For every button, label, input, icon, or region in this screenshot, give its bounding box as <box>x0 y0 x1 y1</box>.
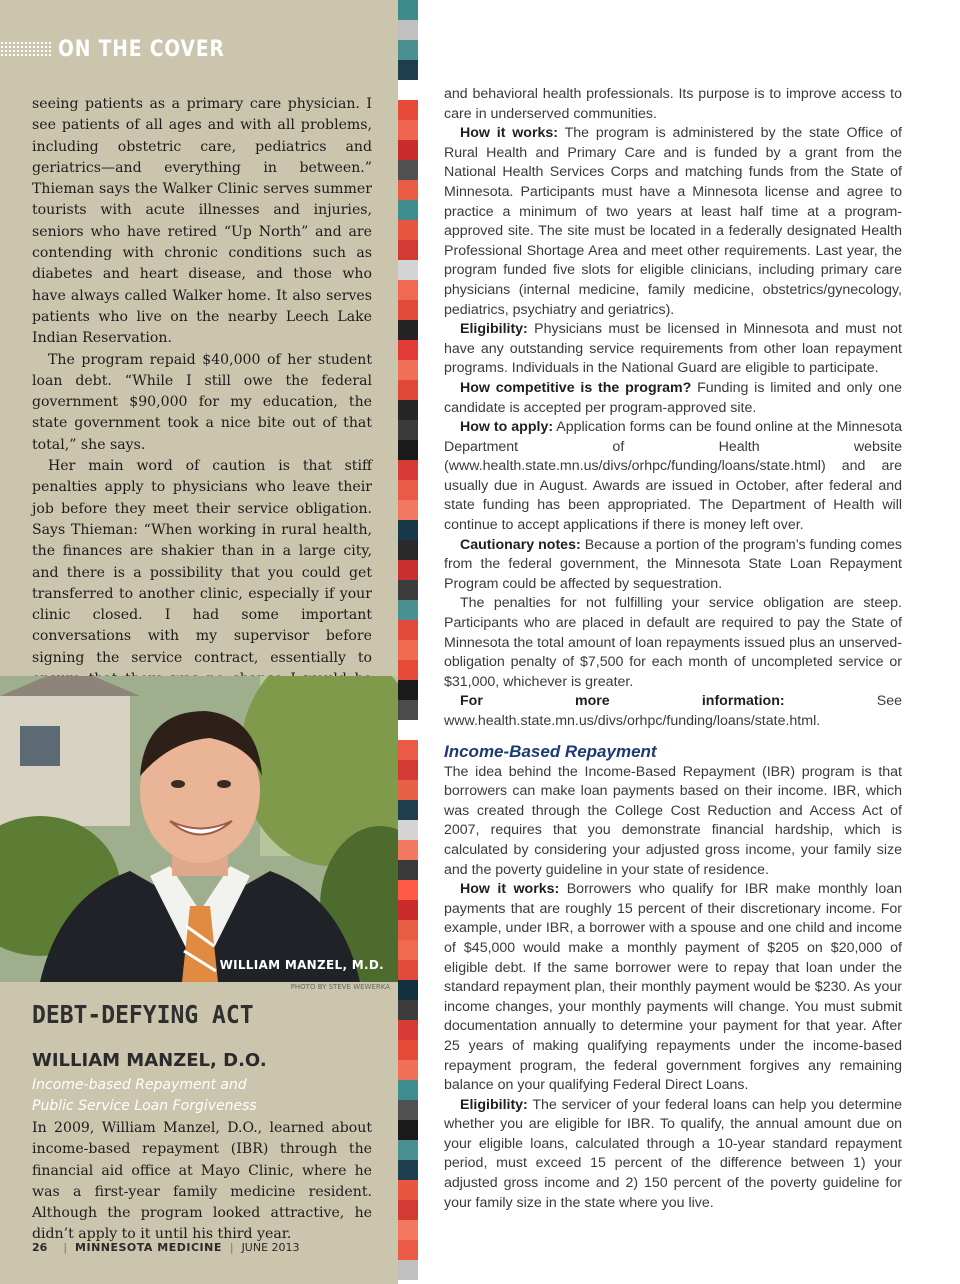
page-number: 26 <box>32 1241 48 1254</box>
paragraph: The penalties for not fulfilling your service obligation are steep. Participants who are placed in default are required to pay the State of Minnesota the total amount of loan repayments issued plus an unserved-obligation penalty of $7,500 for each month of uncompleted service or $31,000, whichever is greater. <box>444 595 902 690</box>
paragraph <box>444 880 902 1096</box>
run-in-label: How it works: <box>460 125 558 142</box>
dot-pattern <box>0 41 52 57</box>
strip-block <box>398 940 418 960</box>
footer-separator: | <box>229 1241 234 1254</box>
strip-block <box>398 820 418 840</box>
run-in-label: How it works: <box>460 881 560 898</box>
photo-credit: PHOTO BY STEVE WEWERKA <box>290 983 390 991</box>
page-footer <box>32 1241 300 1254</box>
strip-block <box>398 360 418 380</box>
strip-block <box>398 420 418 440</box>
profile-text: In 2009, William Manzel, D.O., learned about income-based repayment (IBR) through the financial aid office at Mayo Clinic, where he was a first-year family medicine resident. Although the program looked attractive, he didn’t apply to it until his third year. <box>32 1120 372 1243</box>
issue-date: JUNE 2013 <box>241 1241 300 1254</box>
strip-block <box>398 1200 418 1220</box>
paragraph: The idea behind the Income-Based Repayment (IBR) program is that borrowers can make loan payments based on their income. IBR, which was created through the College Cost Reduction and Access Act of 2007, requires that you demonstrate financial hardship, which is calculated by considering your adjusted gross income, your family size and the poverty guideline in your state of residence. <box>444 763 902 878</box>
paragraph <box>444 1096 902 1214</box>
strip-block <box>398 860 418 880</box>
run-in-label: Eligibility: <box>460 1096 528 1113</box>
strip-block <box>398 280 418 300</box>
strip-block <box>398 600 418 620</box>
run-in-label: How competitive is the program? <box>460 379 692 396</box>
paragraph <box>444 379 902 418</box>
strip-block <box>398 640 418 660</box>
paragraph-text: Funding is limited and only one candidate is accepted per program-approved site. <box>444 379 902 416</box>
profile-heading: DEBT-DEFYING ACT <box>32 1000 254 1029</box>
strip-block <box>398 740 418 760</box>
paragraph <box>444 418 902 536</box>
strip-block <box>398 660 418 680</box>
strip-block <box>398 1180 418 1200</box>
strip-block <box>398 700 418 720</box>
strip-block <box>398 900 418 920</box>
strip-block <box>398 580 418 600</box>
strip-block <box>398 980 418 1000</box>
strip-block <box>398 780 418 800</box>
paragraph <box>444 320 902 379</box>
strip-block <box>398 80 418 100</box>
strip-block <box>398 1240 418 1260</box>
strip-block <box>398 560 418 580</box>
strip-block <box>398 300 418 320</box>
paragraph-text: The program is administered by the state Office of Rural Health and Primary Care and is funded by a grant from the National Health Services Corps and matching funds from the State of Minnesota. Participants must have a Minnesota license and agree to practice a minimum of two years at least half time at a program-approved site. The site must be located in a federally designated Health Professional Shortage Area and meet other requirements. Last year, the program funded five slots for eligible clinicians, including primary care physicians (internal medicine, family medicine, obstetrics/gynecology, pediatrics, psychiatry and geriatrics). <box>444 125 903 318</box>
footer-separator: | <box>63 1241 68 1254</box>
strip-block <box>398 200 418 220</box>
paragraph <box>444 692 902 731</box>
strip-block <box>398 400 418 420</box>
paragraph: seeing patients as a primary care physician. I see patients of all ages and with all problems, including obstetric care, pediatrics and geriatrics—and everything in between.” Thieman says the Walker Clinic serves summer tourists with acute illnesses and injuries, seniors who have retired “Up North” and are contending with chronic conditions such as diabetes and heart disease, and those who have always called Walker home. It also serves patients who live on the nearby Leech Lake Indian Reservation. <box>32 96 372 347</box>
strip-block <box>398 500 418 520</box>
strip-block <box>398 720 418 740</box>
strip-block <box>398 1140 418 1160</box>
strip-block <box>398 1260 418 1280</box>
subtitle-line: Public Service Loan Forgiveness <box>32 1098 257 1114</box>
left-column <box>0 0 398 1284</box>
strip-block <box>398 340 418 360</box>
ibr-heading: Income-Based Repayment <box>444 741 657 761</box>
strip-block <box>398 440 418 460</box>
left-article-text <box>32 94 372 754</box>
strip-block <box>398 880 418 900</box>
profile-name: WILLIAM MANZEL, D.O. <box>32 1050 267 1071</box>
strip-block <box>398 1080 418 1100</box>
portrait-photo <box>0 676 398 982</box>
strip-block <box>398 920 418 940</box>
strip-block <box>398 680 418 700</box>
run-in-label: How to apply: <box>460 419 554 436</box>
strip-block <box>398 480 418 500</box>
right-article-text <box>444 85 902 1213</box>
strip-block <box>398 1100 418 1120</box>
section-label: ON THE COVER <box>58 36 225 62</box>
magazine-name: MINNESOTA MEDICINE <box>75 1241 222 1254</box>
strip-block <box>398 1040 418 1060</box>
paragraph-text: Physicians must be licensed in Minnesota and must not have any outstanding service requirements from other loan repayment programs. Individuals in the National Guard are eligible to participate. <box>444 321 902 377</box>
strip-block <box>398 240 418 260</box>
photo-caption: WILLIAM MANZEL, M.D. <box>219 958 384 972</box>
strip-block <box>398 320 418 340</box>
strip-block <box>398 1220 418 1240</box>
portrait-illustration <box>0 676 398 982</box>
paragraph <box>444 536 902 595</box>
strip-block <box>398 1160 418 1180</box>
strip-block <box>398 800 418 820</box>
strip-block <box>398 1060 418 1080</box>
paragraph-text: The servicer of your federal loans can help you determine whether you are eligible for IBR. To qualify, the annual amount due on your eligible loans, calculated through a 10-year standard repayment period, must exceed 15 percent of the difference between 1) your adjusted gross income and 2) 150 percent of the poverty guideline for your family size in the state where you live. <box>444 1096 902 1211</box>
strip-block <box>398 620 418 640</box>
strip-block <box>398 1120 418 1140</box>
strip-block <box>398 100 418 120</box>
profile-subtitle <box>32 1075 372 1117</box>
run-in-label: For more information: <box>460 693 785 710</box>
strip-block <box>398 380 418 400</box>
strip-block <box>398 760 418 780</box>
strip-block <box>398 20 418 40</box>
strip-block <box>398 260 418 280</box>
paragraph-text: Borrowers who qualify for IBR make monthly loan payments that are roughly 15 percent of their discretionary income. For example, under IBR, a borrower with a spouse and one child and income of $45,000 would make a monthly payment of $205 on $20,000 of eligible debt. If the same borrower were to repay that loan under the standard repayment plan, their monthly payment would be $230. As your income changes, your monthly payments will change. You must submit documentation annually to determine your payment for that year. After 25 years of making qualifying repayments under the income-based repayment program, the federal government forgives any remaining balance on your qualifying Federal Direct Loans. <box>444 881 902 1094</box>
paragraph-text: Because a portion of the program’s funding comes from the federal government, the Minnesota State Loan Repayment Program could be affected by sequestration. <box>444 536 902 592</box>
paragraph-text: Application forms can be found online at the Minnesota Department of Health website (www.health.state.mn.us/divs/orhpc/funding/loans/state.html) and are usually due in August. Awards are issued in October, after federal and state funding has been appropriated. The Department of Health will continue to accept applications if there is money left over. <box>444 419 902 534</box>
paragraph: and behavioral health professionals. Its purpose is to improve access to care in underserved communities. <box>444 86 902 122</box>
paragraph-text: See www.health.state.mn.us/divs/orhpc/funding/loans/state.html. <box>444 693 903 729</box>
strip-block <box>398 160 418 180</box>
strip-block <box>398 120 418 140</box>
strip-block <box>398 220 418 240</box>
run-in-label: Eligibility: <box>460 321 528 338</box>
strip-block <box>398 140 418 160</box>
paragraph: Her main word of caution is that stiff penalties apply to physicians who leave their job before they meet their service obligation. Says Thieman: “When working in rural health, the finances are shakier than in a large city, and there is a possibility that you could get transferred to another clinic, especially if your clinic closed. I had some important conversations with my supervisor before signing the service contract, essentially to <box>32 458 372 666</box>
strip-block <box>398 60 418 80</box>
strip-block <box>398 840 418 860</box>
color-strip <box>398 0 418 1284</box>
run-in-label: Cautionary notes: <box>460 536 581 553</box>
paragraph: The program repaid $40,000 of her student loan debt. “While I still owe the federal government $90,000 for my education, the state government took a nice bite out of that total,” she says. <box>32 351 372 453</box>
strip-block <box>398 1000 418 1020</box>
strip-block <box>398 520 418 540</box>
section-header <box>0 34 260 64</box>
strip-block <box>398 1020 418 1040</box>
strip-block <box>398 960 418 980</box>
subtitle-line: Income-based Repayment and <box>32 1077 247 1093</box>
strip-block <box>398 40 418 60</box>
strip-block <box>398 460 418 480</box>
strip-block <box>398 0 418 20</box>
strip-block <box>398 180 418 200</box>
paragraph <box>444 124 902 320</box>
strip-block <box>398 540 418 560</box>
